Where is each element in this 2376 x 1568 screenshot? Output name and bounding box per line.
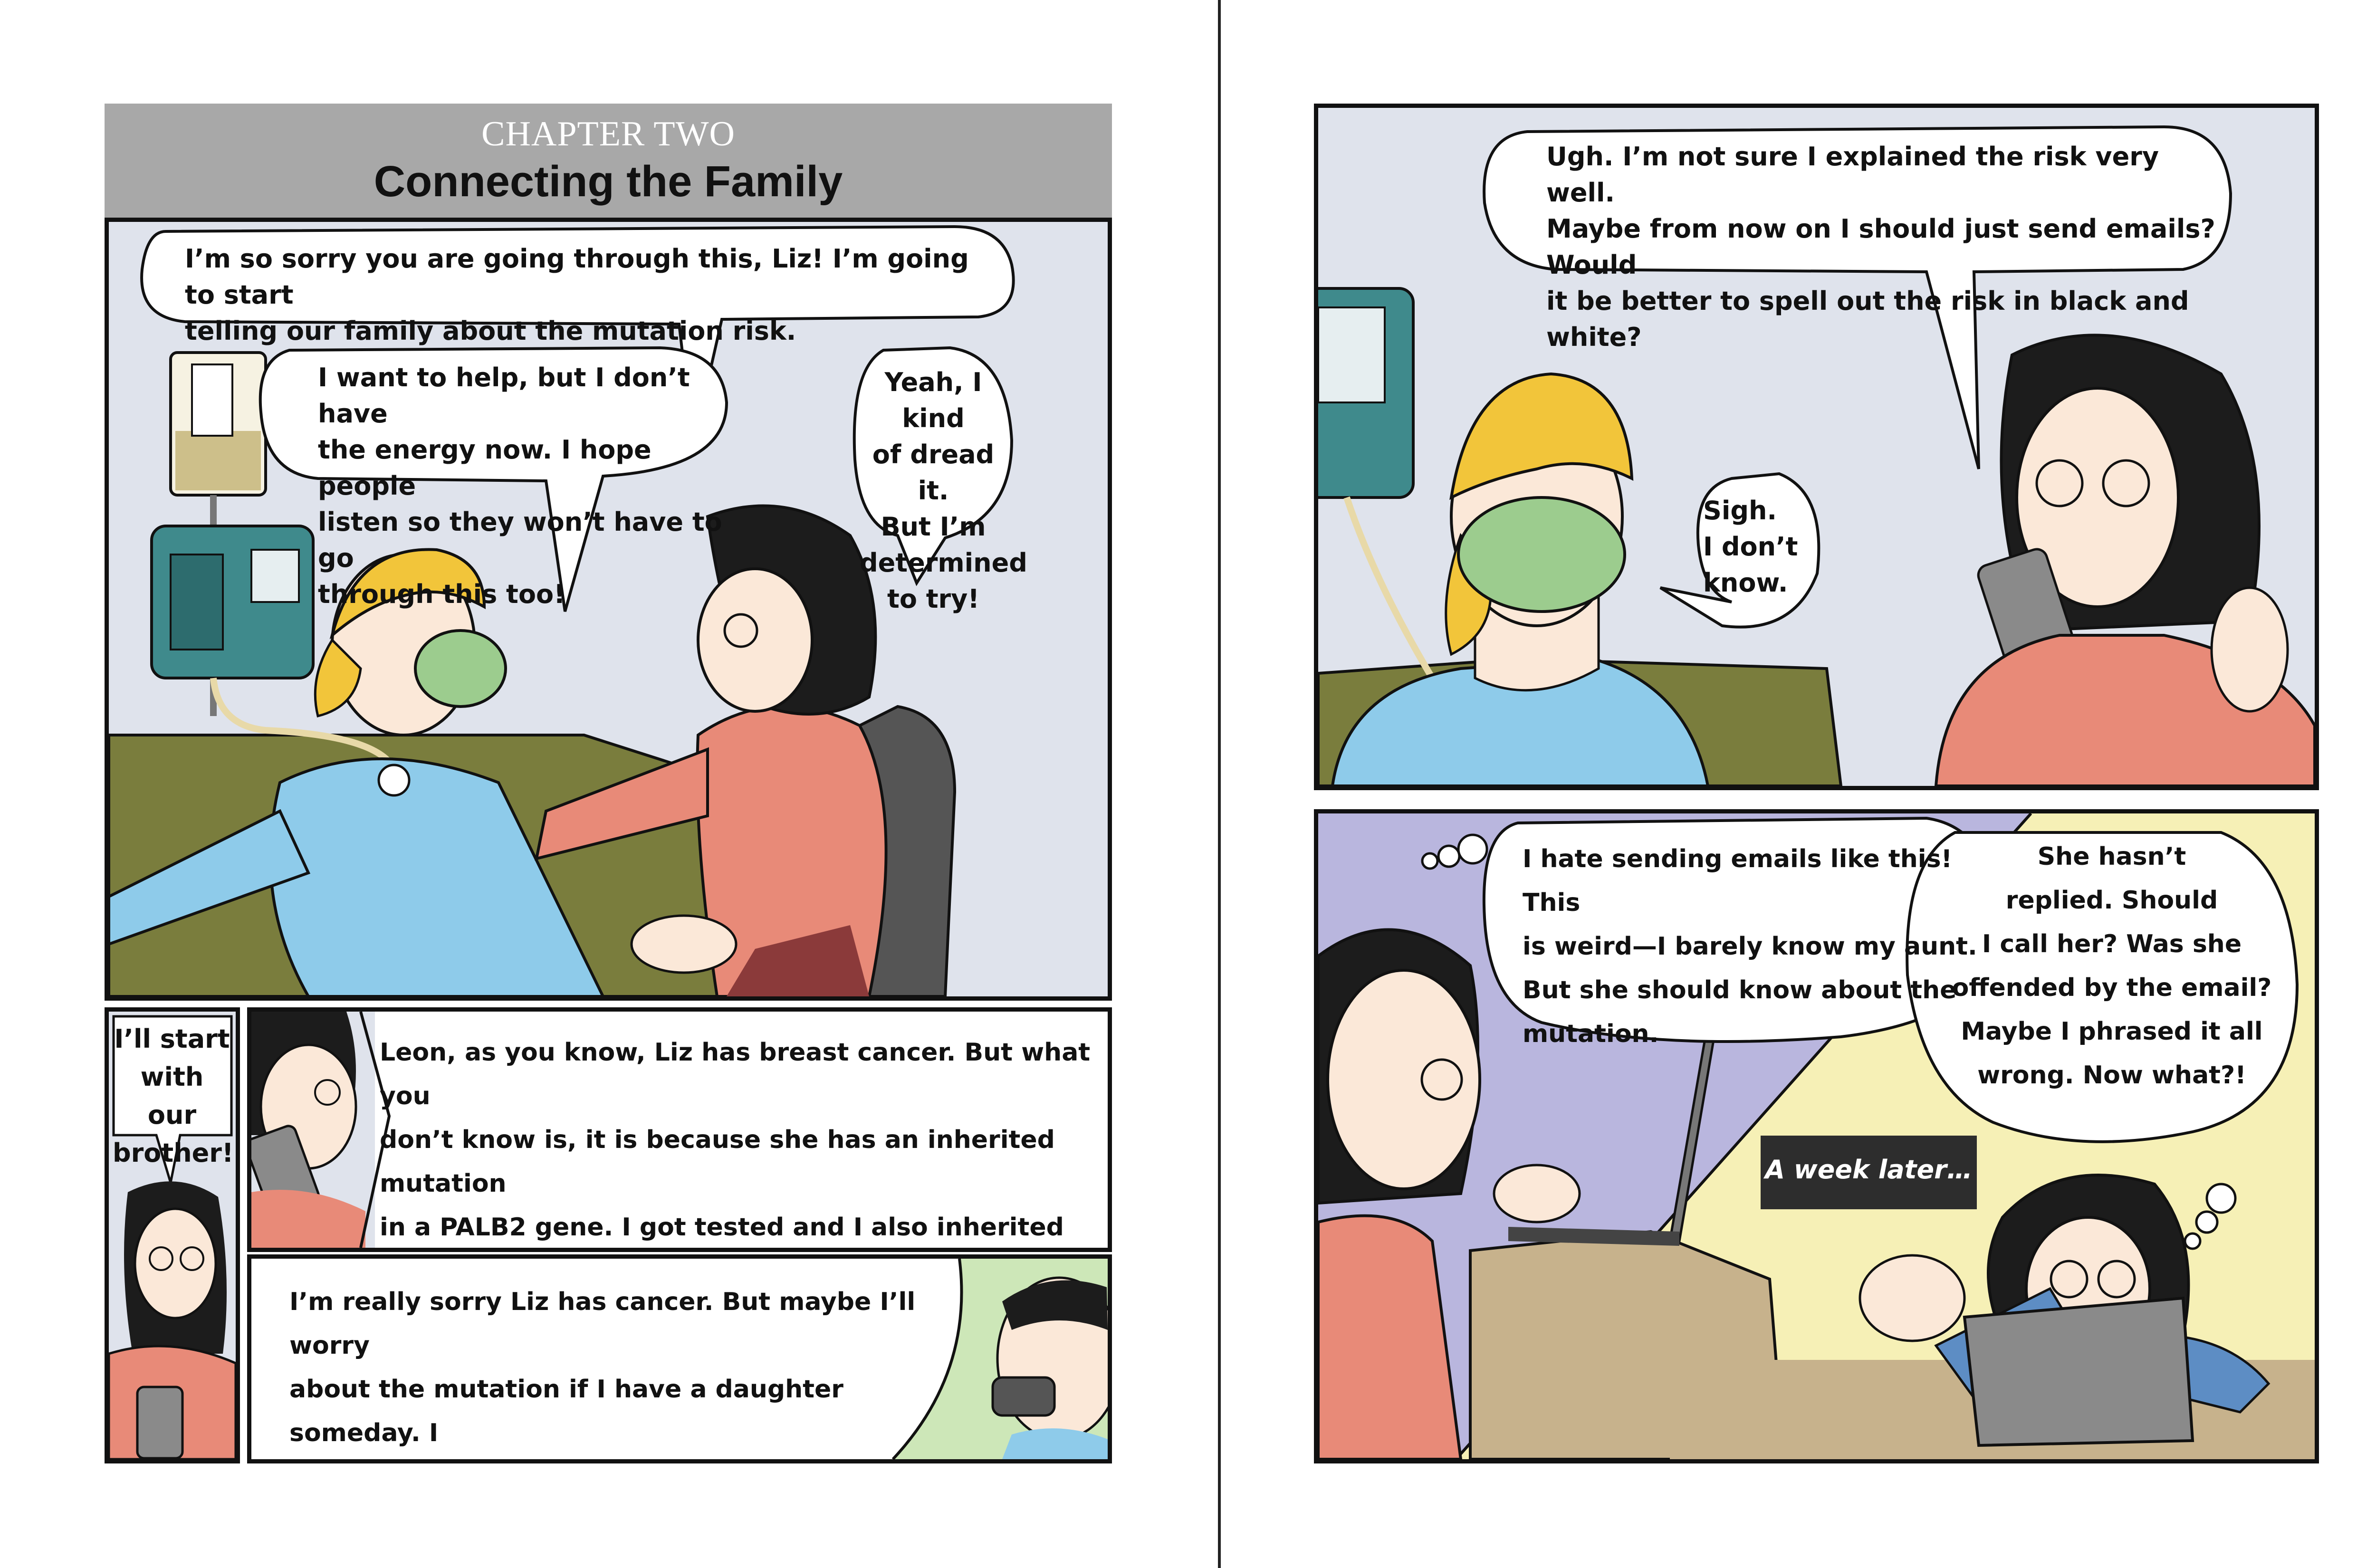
chapter-title: Connecting the Family xyxy=(374,157,843,206)
caption-leon-reply: I’m really sorry Liz has cancer. But maybe I’ll worry about the mutation if I have a daughter someday. I xyxy=(289,1288,916,1447)
panel-hospital-visit xyxy=(105,218,1112,1001)
chapter-header xyxy=(105,104,1112,218)
panel-phone-call-leon xyxy=(247,1007,1112,1252)
speech-bubble-liz: I want to help, but I don’t have the energy now. I hope people listen so they won’t have to go through this too! xyxy=(318,363,722,609)
chapter-label: CHAPTER TWO xyxy=(481,115,735,153)
speech-bubble-sister-dread: Yeah, I kind of dread it. But I’m determined to try! xyxy=(860,367,1027,614)
thought-bubble-no-reply: She hasn’t replied. Should I call her? Was she offended by the email? Maybe I phrased it all wrong. Now what?! xyxy=(1952,842,2272,1090)
speech-bubble-start-with-brother: I’ll start with our brother! xyxy=(113,1024,234,1168)
panel-start-with-brother xyxy=(105,1007,240,1463)
speech-bubble-sister-intro: I’m so sorry you are going through this, Liz! I’m going to start telling our family about the mutation risk. xyxy=(185,244,969,346)
speech-bubble-explain-risk: Ugh. I’m not sure I explained the risk very well. Maybe from now on I should just send emails? Would it be better to spell out the risk in black and white? xyxy=(1546,142,2215,352)
thought-bubble-email: I hate sending emails like this! This is weird—I barely know my aunt. But she should know about the mutation. xyxy=(1523,845,1977,1048)
caption-time-skip xyxy=(1761,1136,1977,1209)
caption-time-skip-text: A week later… xyxy=(1765,1155,1973,1185)
page-gutter xyxy=(1218,0,1221,1568)
caption-message-to-leon: Leon, as you know, Liz has breast cancer. But what you don’t know is, it is because she has an inherited mutation in a PALB2 gene. I got tested and I also inherited xyxy=(380,1038,1091,1242)
panel-leon-reply xyxy=(247,1254,1112,1463)
speech-bubble-sigh: Sigh. I don’t know. xyxy=(1703,496,1798,598)
panel-explaining-risk xyxy=(1314,104,2319,790)
